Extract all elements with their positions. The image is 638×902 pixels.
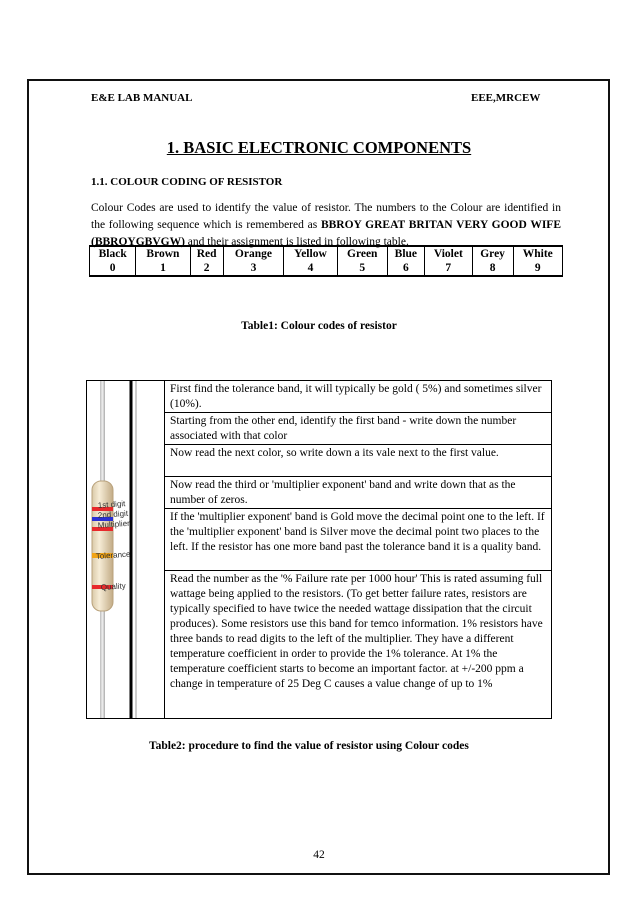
procedure-step: If the 'multiplier exponent' band is Gold move the decimal point one to the left. If the 'multiplier exponent' band is Silver move the decimal point two places to the left. If the resistor has one more band past the tolerance band it is a quality band. (165, 509, 551, 571)
colour-name-cell: Green (337, 246, 387, 261)
intro-paragraph (91, 200, 561, 251)
colour-name-cell: Grey (472, 246, 513, 261)
colour-digit-row (90, 261, 563, 276)
colour-digit-cell: 0 (90, 261, 136, 276)
intro-text-1: Colour Codes are used to identify the value of resistor. The numbers to the Colour are identified in the following sequence which is remembered as (91, 202, 561, 231)
colour-name-cell: Red (190, 246, 223, 261)
colour-name-cell: Yellow (284, 246, 337, 261)
colour-digit-cell: 1 (136, 261, 190, 276)
colour-digit-cell: 5 (337, 261, 387, 276)
resistor-illustration (87, 381, 165, 718)
top-lead (100, 381, 105, 481)
procedure-step: Starting from the other end, identify the first band - write down the number associated with that color (165, 413, 551, 445)
colour-digit-cell: 9 (513, 261, 562, 276)
intro-text-2: and their assignment is listed in following table. (184, 236, 409, 248)
colour-digit-cell: 7 (424, 261, 472, 276)
procedure-step: First find the tolerance band, it will typically be gold ( 5%) and sometimes silver (10%). (165, 381, 551, 413)
label-quality: Quality (100, 581, 126, 592)
procedure-step: Now read the third or 'multiplier exponent' band and write down that as the number of zeros. (165, 477, 551, 509)
procedure-table (86, 380, 552, 719)
label-tolerance: Tolerance (95, 549, 131, 561)
colour-digit-cell: 8 (472, 261, 513, 276)
label-2nd-digit: 2nd digit (97, 508, 129, 520)
colour-digit-cell: 3 (223, 261, 284, 276)
colour-name-cell: Black (90, 246, 136, 261)
header-left: E&E LAB MANUAL (91, 92, 193, 104)
label-1st-digit: 1st digit (97, 499, 126, 510)
colour-name-cell: Brown (136, 246, 190, 261)
procedure-step: Now read the next color, so write down a its vale next to the first value. (165, 445, 551, 477)
bottom-lead (100, 609, 105, 718)
label-multiplier: Multiplier (97, 518, 131, 530)
colour-name-row (90, 246, 563, 261)
page-number: 42 (313, 849, 325, 861)
colour-digit-cell: 6 (387, 261, 424, 276)
page-title: 1. BASIC ELECTRONIC COMPONENTS (166, 138, 472, 157)
procedure-steps (165, 381, 551, 719)
intro-mnemonic: BBROY GREAT BRITAN VERY GOOD WIFE (BBROYGBVGW) (91, 219, 561, 248)
section-heading: 1.1. COLOUR CODING OF RESISTOR (91, 176, 283, 188)
colour-code-table (89, 245, 563, 277)
colour-digit-cell: 4 (284, 261, 337, 276)
resistor-diagram (87, 381, 164, 718)
table1-caption: Table1: Colour codes of resistor (241, 320, 397, 332)
colour-name-cell: Blue (387, 246, 424, 261)
header-right: EEE,MRCEW (471, 92, 541, 104)
table2-caption: Table2: procedure to find the value of resistor using Colour codes (149, 740, 469, 752)
colour-digit-cell: 2 (190, 261, 223, 276)
colour-name-cell: White (513, 246, 562, 261)
procedure-step: Read the number as the '% Failure rate per 1000 hour' This is rated assuming full wattage being applied to the resistors. (To get better failure rates, resistors are typically specified to have twice the needed wattage dissipation that the circuit produces). Some resistors use this band for temco information. 1% resistors have three bands to read digits to the left of the multiplier. They have a different temperature coefficient in order to provide the 1% tolerance. At 1% the temperature coefficient starts to become an important factor. at +/-200 ppm a change in temperature of 25 Deg C causes a value change of up to 1% (170, 573, 543, 690)
colour-name-cell: Violet (424, 246, 472, 261)
colour-name-cell: Orange (223, 246, 284, 261)
